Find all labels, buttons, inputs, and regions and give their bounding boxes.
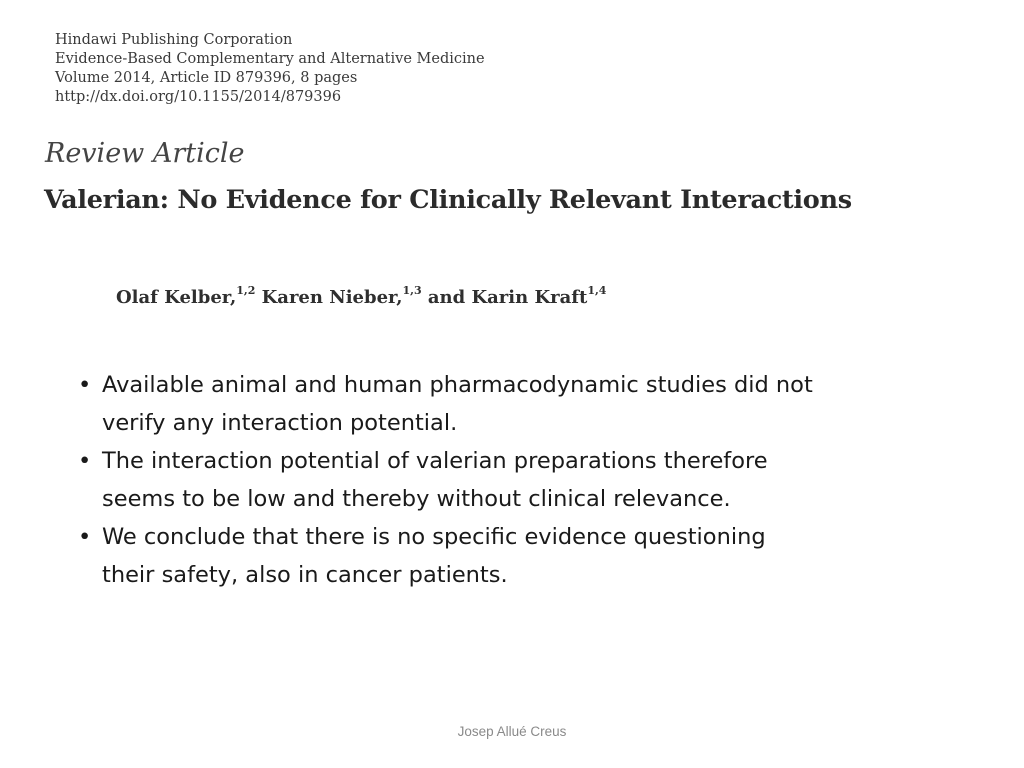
author-name: Olaf Kelber, (116, 287, 237, 308)
publisher-name: Hindawi Publishing Corporation (55, 32, 293, 48)
article-type: Review Article (45, 138, 245, 169)
bullet-item (78, 366, 958, 442)
volume-info: Volume 2014, Article ID 879396, 8 pages (55, 70, 358, 86)
bullet-marker: • (78, 448, 92, 474)
author-affiliation: 1,4 (587, 284, 607, 297)
journal-header (55, 31, 485, 107)
bullet-marker: • (78, 372, 92, 398)
bullet-list (78, 366, 958, 594)
bullet-line: We conclude that there is no specific evidence questioning (102, 524, 766, 550)
author-affiliation: 1,2 (236, 284, 256, 297)
author-name: Karen Nieber, (261, 287, 403, 308)
article-title: Valerian: No Evidence for Clinically Relevant Interactions (44, 185, 852, 215)
bullet-line: their safety, also in cancer patients. (102, 562, 508, 588)
bullet-item (78, 518, 958, 594)
bullet-line: Available animal and human pharmacodynamic studies did not (102, 372, 813, 398)
bullet-item (78, 442, 958, 518)
bullet-line: seems to be low and thereby without clinical relevance. (102, 486, 731, 512)
journal-name: Evidence-Based Complementary and Alternative Medicine (55, 51, 485, 67)
bullet-marker: • (78, 524, 92, 550)
author-name: and Karin Kraft (427, 287, 588, 308)
doi-link: http://dx.doi.org/10.1155/2014/879396 (55, 89, 342, 105)
bullet-line: verify any interaction potential. (102, 410, 458, 436)
author-list (116, 284, 607, 308)
footer-author: Josep Allué Creus (457, 724, 567, 739)
bullet-line: The interaction potential of valerian preparations therefore (102, 448, 768, 474)
author-affiliation: 1,3 (402, 284, 422, 297)
